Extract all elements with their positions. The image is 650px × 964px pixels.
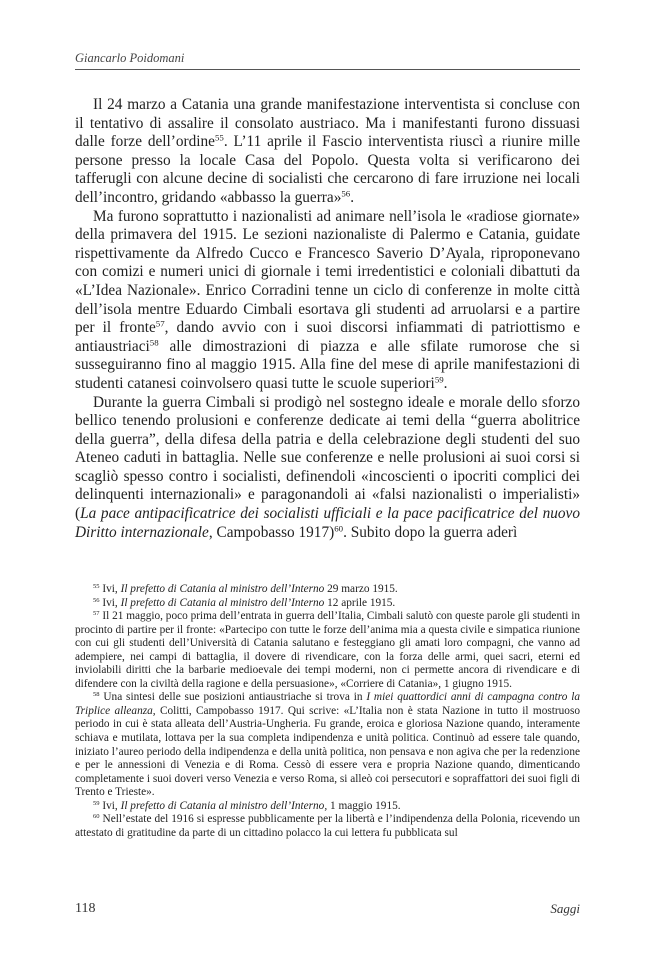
paragraph-1-text-b: . L’11 aprile il Fascio interventista riuscì a riunire mille persone presso la locale Casa del Popolo. Questa volta si verificarono dei tafferugli con alcune decine di socialisti che cercarono di fare irruzione nei locali dell’incontro, gridando «abbasso la guerra» [75,133,580,206]
footnote-text: 29 marzo 1915. [324,583,398,595]
paragraph-1 [75,96,580,208]
footnote-55 [75,583,580,597]
footnote-text: Colitti, Campobasso 1917. Qui scrive: «L’Italia non è stata Nazione in tutto il mostruoso periodo in cui è stata alleata dell’Austria-Ungheria. Fu grande, eroica e gloriosa Nazione quando, interamente schiava e mutilata, lottava per la sua completa indipendenza e unità politica. Continuò ad essere tale quando, iniziato l’aureo periodo della indipendenza e della unità politica, non pensava e non agiva che per la redenzione e per le annessioni di Venezia e di Roma. Cessò di essere vera e propria Nazione quando, dimenticando completamente i suoi doveri verso Venezia e verso Roma, si alleò coi persecutori e sopraffattori dei suoi figli di Trento e Trieste». [75,704,580,799]
footnote-ref-60[interactable]: 60 [334,523,344,534]
paragraph-2-text-a: Ma furono soprattutto i nazionalisti ad animare nell’isola le «radiose giornate» della primavera del 1915. Le sezioni nazionaliste di Palermo e Catania, guidate rispettivamente da Alfredo Cucco e Francesco Saverio D’Ayala, riproponevano con comizi e numeri unici di giornale i temi irredentistici e coloniali dibattuti da «L’Idea Nazionale». Enrico Corradini tenne un ciclo di conferenze in molte città dell’isola mentre Eduardo Cimbali esortava gli studenti ad arruolarsi e a partire per il fronte [75,207,580,337]
footnote-ref-59[interactable]: 59 [434,374,444,385]
footnote-number: 59 [93,799,100,807]
paragraph-1-text-a: Il 24 marzo a Catania una grande manifestazione interventista si concluse con il tentativo di assalire il consolato austriaco. Ma i manifestanti furono dissuasi dalle forze dell’ordine [75,96,580,151]
footnote-ref-55[interactable]: 55 [214,132,224,143]
main-text [75,96,580,542]
footnote-ref-58[interactable]: 58 [149,337,159,348]
paragraph-3-text-a: Durante la guerra Cimbali si prodigò nel sostegno ideale e morale dello sforzo bellico tenendo prolusioni e conferenze dedicate ai temi della “guerra abolitrice della guerra”, della difesa della patria e della celebrazione degli studenti del suo Ateneo caduti in battaglia. Nelle sue conferenze e nelle prolusioni ai suoi corsi si scagliò spesso contro i socialisti, definendoli «incoscienti o ipocriti complici dei delinquenti internazionali» e paragonandoli ai «falsi nazionalisti o imperialisti» ( [75,393,580,523]
footnote-text: 1 maggio 1915. [327,799,401,812]
paragraph-3-text-b: , Campobasso 1917) [208,523,335,541]
footnote-text: Ivi, [102,583,121,595]
footnote-number: 56 [93,596,100,604]
footnote-text: Ivi, [102,799,121,812]
header-rule [75,69,580,70]
footnote-title: Il prefetto di Catania al ministro dell’Interno [120,596,325,609]
footnote-60 [75,813,580,840]
section-name: Saggi [550,901,580,916]
footnote-57 [75,610,580,691]
running-head: Giancarlo Poidomani [75,51,185,65]
footnote-59 [75,800,580,814]
footnote-text: Nell’estate del 1916 si espresse pubblicamente per la libertà e l’indipendenza della Polonia, ricevendo un attestato di gratitudine da parte di un cittadino polacco la cui lettera fu pubblicata sul [75,813,580,839]
footnote-text: Ivi, [102,596,121,609]
footnote-ref-56[interactable]: 56 [341,188,351,199]
paragraph-1-text-c: . [350,188,355,206]
footnote-56 [75,597,580,611]
footnote-title: Il prefetto di Catania al ministro dell’Interno, [120,799,328,812]
footnote-number: 58 [93,691,100,699]
footnote-number: 57 [93,610,100,618]
page-number: 118 [75,901,96,916]
paragraph-2-text-c: alle dimostrazioni di piazza e alle sfilate rumorose che si susseguiranno fino al maggio 1915. Alla fine del mese di aprile manifestazioni di studenti catanesi coinvolsero quasi tutte le scuole superiori [75,337,580,392]
footnote-58 [75,691,580,799]
footnote-title: Il prefetto di Catania al ministro dell’Interno [120,583,325,595]
paragraph-3 [75,394,580,543]
footnotes [75,583,580,840]
footnote-number: 55 [93,583,100,591]
footnote-text: 12 aprile 1915. [324,596,396,609]
paragraph-2 [75,208,580,394]
footnote-number: 60 [93,813,100,821]
paragraph-2-text-b: , dando avvio con i suoi discorsi infiammati di patriottismo e antiaustriaci [75,319,580,355]
footnote-text: Una sintesi delle sue posizioni antiaustriache si trova in [103,691,367,704]
footnote-ref-57[interactable]: 57 [155,318,165,329]
paragraph-2-text-d: . [443,374,448,392]
paragraph-3-text-c: . Subito dopo la guerra aderì [343,523,518,541]
footnote-text: Il 21 maggio, poco prima dell’entrata in guerra dell’Italia, Cimbali salutò con queste parole gli studenti in procinto di partire per il fronte: «Partecipo con tutte le forze dell’anima mia a questa civile e simpatica riunione con cui gli studenti dell’Università di Catania salutano e festeggiano gli amati loro compagni, che vanno ad adempiere, nei campi di battaglia, il dovere di rivendicare, con la forza delle armi, quei sacri, eterni ed inviolabili diritti che la barbarie medioevale dei tempi moderni, non ci permette ancora di rivendicare e di difendere con la civiltà della ragione e della persuasione», «Corriere di Catania», 1 giugno 1915. [75,610,580,690]
cited-title: La pace antipacificatrice dei socialisti ufficiali e la pace pacificatrice del nuovo Diritto internazionale [75,505,580,541]
footnote-title: I miei quattordici anni di campagna contro la Triplice alleanza, [75,691,580,717]
